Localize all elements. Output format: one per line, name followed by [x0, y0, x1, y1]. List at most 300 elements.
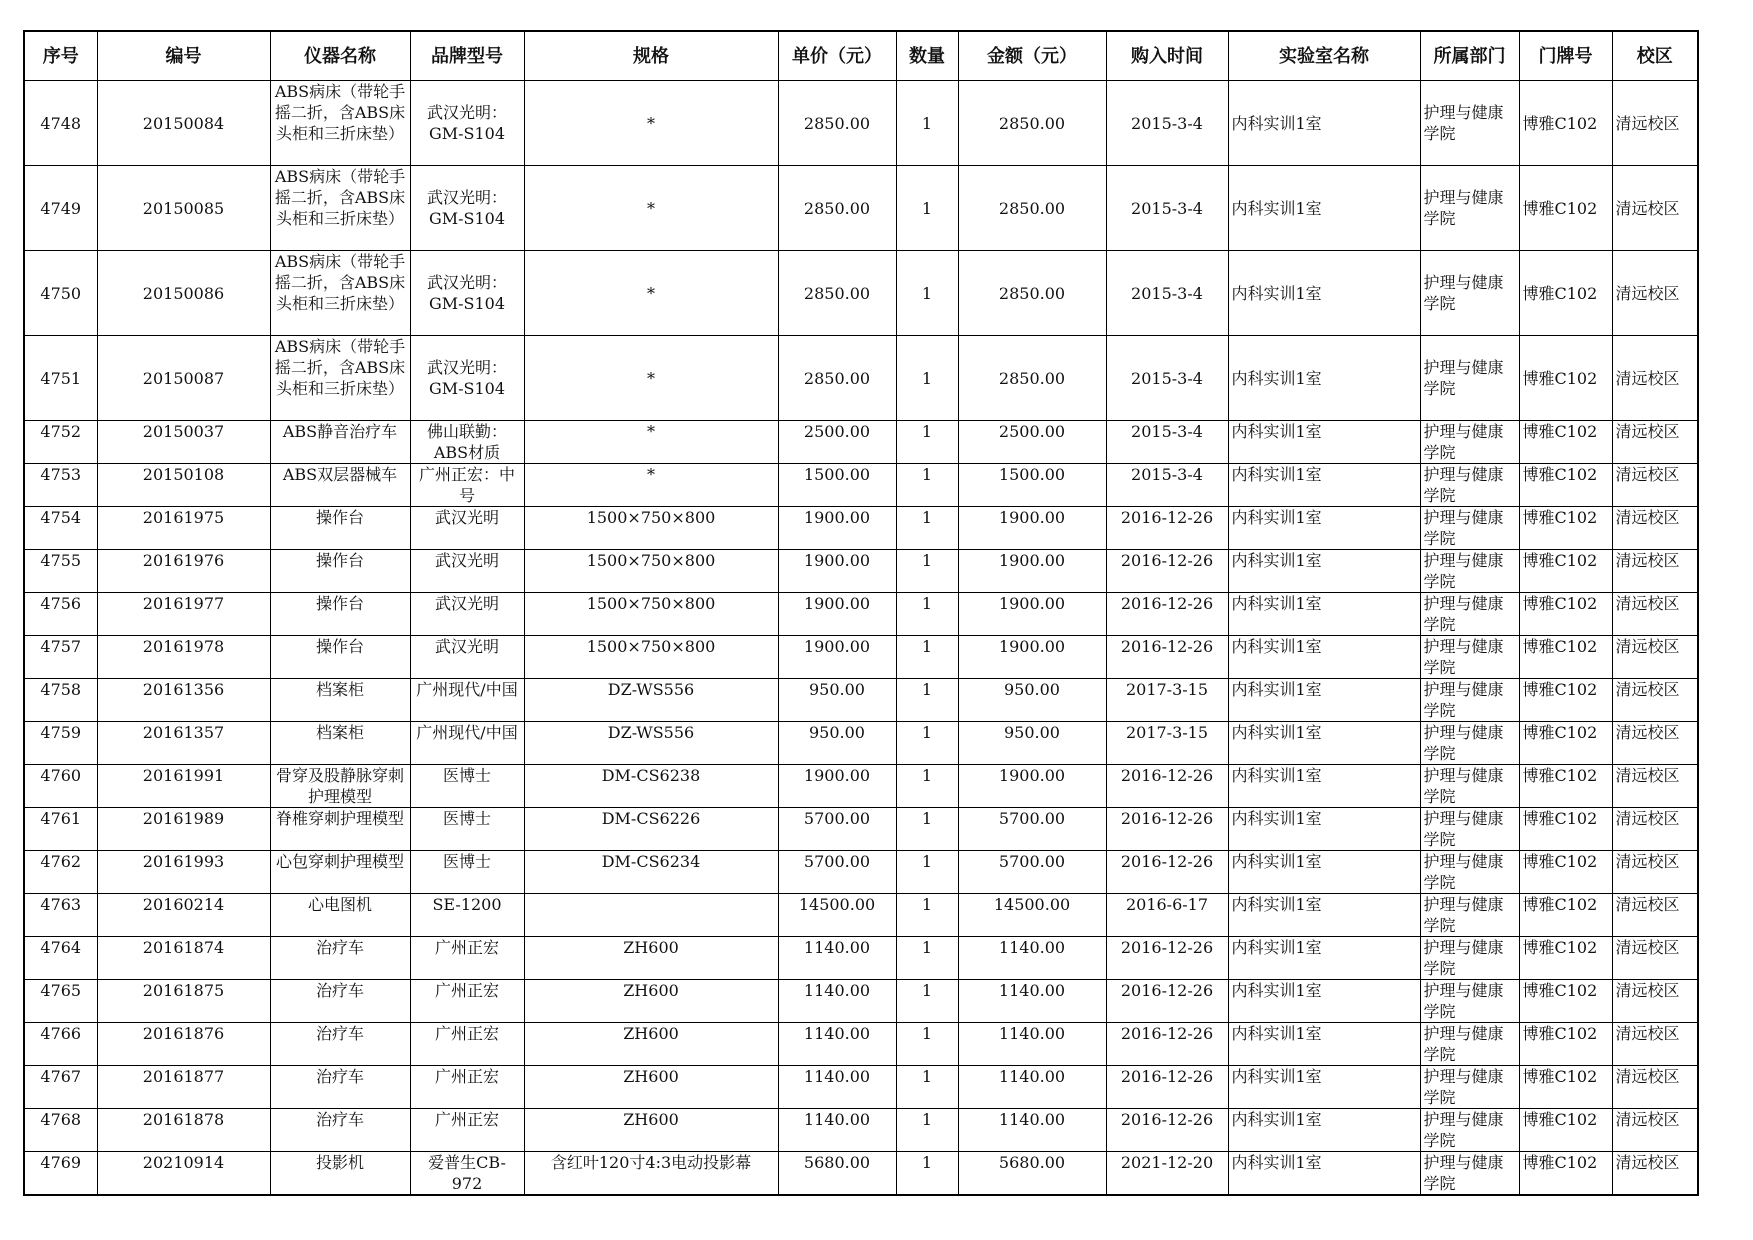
cell-code	[97, 894, 270, 937]
cell-dept-text: 护理与健康学院	[1423, 422, 1504, 462]
cell-seq-text: 4760	[40, 766, 82, 785]
cell-seq-text: 4749	[40, 198, 82, 218]
cell-room-text: 博雅C102	[1522, 283, 1598, 303]
cell-lab-text: 内科实训1室	[1231, 1024, 1322, 1043]
cell-qty	[896, 421, 958, 464]
cell-name	[270, 251, 410, 336]
cell-brand-text: 广州现代/中国	[416, 723, 518, 742]
header-row	[24, 31, 1698, 81]
cell-name-text: 档案柜	[315, 723, 364, 742]
cell-campus	[1612, 937, 1698, 980]
cell-price	[778, 1066, 896, 1109]
cell-dept-text: 护理与健康学院	[1423, 1067, 1504, 1107]
table-body	[24, 81, 1698, 1196]
cell-spec	[524, 808, 778, 851]
cell-name-text: 心包穿刺护理模型	[275, 852, 404, 871]
cell-seq-text: 4763	[40, 895, 82, 914]
cell-room	[1519, 937, 1612, 980]
cell-code	[97, 464, 270, 507]
cell-brand	[410, 937, 524, 980]
cell-campus	[1612, 1023, 1698, 1066]
cell-dept-text: 护理与健康学院	[1423, 981, 1504, 1021]
table-row	[24, 1152, 1698, 1196]
cell-spec-text: ZH600	[623, 1067, 679, 1086]
cell-qty	[896, 808, 958, 851]
header-cell-qty: 数量	[896, 31, 958, 81]
cell-code-text: 20161875	[142, 981, 225, 1000]
cell-spec	[524, 679, 778, 722]
cell-price	[778, 851, 896, 894]
cell-room	[1519, 593, 1612, 636]
cell-spec-text: *	[647, 113, 655, 133]
cell-price	[778, 679, 896, 722]
cell-code	[97, 251, 270, 336]
table-row	[24, 980, 1698, 1023]
cell-campus-text: 清远校区	[1615, 1024, 1680, 1043]
cell-date-text: 2016-12-26	[1120, 1067, 1214, 1086]
cell-seq-text: 4751	[40, 368, 82, 388]
cell-code-text: 20161977	[142, 594, 225, 613]
cell-amount-text: 2850.00	[998, 198, 1066, 218]
cell-amount-text: 1140.00	[998, 981, 1066, 1000]
cell-dept	[1420, 937, 1519, 980]
cell-price	[778, 765, 896, 808]
cell-brand-text: 广州正宏	[434, 1110, 499, 1129]
cell-campus	[1612, 507, 1698, 550]
header-cell-spec: 规格	[524, 31, 778, 81]
cell-room-text: 博雅C102	[1522, 938, 1598, 957]
cell-name	[270, 464, 410, 507]
cell-amount-text: 950.00	[1004, 723, 1060, 742]
cell-dept-text: 护理与健康学院	[1423, 465, 1504, 505]
cell-lab	[1228, 464, 1420, 507]
cell-price	[778, 464, 896, 507]
cell-amount-text: 2850.00	[998, 283, 1066, 303]
cell-name	[270, 679, 410, 722]
cell-amount-text: 1900.00	[998, 594, 1066, 613]
cell-date-text: 2015-3-4	[1131, 368, 1203, 388]
cell-price	[778, 636, 896, 679]
cell-price-text: 1140.00	[803, 1110, 871, 1129]
cell-date-text: 2016-12-26	[1120, 594, 1214, 613]
cell-lab-text: 内科实训1室	[1231, 1067, 1322, 1086]
cell-code-text: 20161989	[142, 809, 225, 828]
cell-price-text: 2850.00	[803, 113, 871, 133]
cell-spec-text: 1500×750×800	[586, 594, 716, 613]
cell-amount	[958, 166, 1106, 251]
cell-seq	[24, 1152, 97, 1196]
cell-lab	[1228, 1023, 1420, 1066]
cell-spec	[524, 251, 778, 336]
cell-room	[1519, 421, 1612, 464]
cell-seq	[24, 808, 97, 851]
cell-name	[270, 1066, 410, 1109]
cell-dept-text: 护理与健康学院	[1423, 637, 1504, 677]
cell-room-text: 博雅C102	[1522, 551, 1598, 570]
cell-code-text: 20150108	[142, 465, 225, 484]
cell-spec-text: DM-CS6226	[601, 809, 701, 828]
table-row	[24, 679, 1698, 722]
cell-brand	[410, 980, 524, 1023]
cell-campus-text: 清远校区	[1615, 1110, 1680, 1129]
cell-date	[1106, 1066, 1228, 1109]
cell-price-text: 1140.00	[803, 1067, 871, 1086]
cell-code	[97, 937, 270, 980]
cell-seq	[24, 636, 97, 679]
cell-seq	[24, 593, 97, 636]
header-cell-room: 门牌号	[1519, 31, 1612, 81]
cell-date-text: 2021-12-20	[1120, 1153, 1214, 1172]
cell-campus-text: 清远校区	[1615, 809, 1680, 828]
cell-lab-text: 内科实训1室	[1231, 680, 1322, 699]
cell-qty	[896, 894, 958, 937]
cell-seq	[24, 81, 97, 166]
cell-brand	[410, 336, 524, 421]
cell-name-text: 操作台	[315, 551, 364, 570]
cell-seq	[24, 464, 97, 507]
cell-amount	[958, 765, 1106, 808]
cell-brand	[410, 894, 524, 937]
cell-amount	[958, 851, 1106, 894]
cell-campus	[1612, 593, 1698, 636]
cell-brand-text: SE-1200	[432, 895, 502, 914]
cell-spec-text: DZ-WS556	[607, 680, 695, 699]
cell-name	[270, 980, 410, 1023]
cell-dept-text: 护理与健康学院	[1423, 852, 1504, 892]
cell-code-text: 20161993	[142, 852, 225, 871]
cell-room-text: 博雅C102	[1522, 981, 1598, 1000]
cell-qty	[896, 507, 958, 550]
cell-dept-text: 护理与健康学院	[1423, 809, 1504, 849]
cell-dept	[1420, 336, 1519, 421]
cell-price	[778, 980, 896, 1023]
cell-price	[778, 722, 896, 765]
cell-campus-text: 清远校区	[1615, 508, 1680, 527]
cell-price	[778, 507, 896, 550]
cell-campus-text: 清远校区	[1615, 637, 1680, 656]
cell-room	[1519, 980, 1612, 1023]
cell-code	[97, 81, 270, 166]
table-row	[24, 722, 1698, 765]
cell-qty	[896, 765, 958, 808]
cell-name	[270, 81, 410, 166]
cell-amount-text: 14500.00	[993, 895, 1071, 914]
cell-seq-text: 4748	[40, 113, 82, 133]
cell-room	[1519, 636, 1612, 679]
cell-campus-text: 清远校区	[1615, 938, 1680, 957]
table-row	[24, 1066, 1698, 1109]
cell-date	[1106, 765, 1228, 808]
cell-lab	[1228, 166, 1420, 251]
cell-seq	[24, 980, 97, 1023]
cell-campus-text: 清远校区	[1615, 198, 1680, 218]
cell-seq-text: 4756	[40, 594, 82, 613]
cell-amount-text: 1900.00	[998, 766, 1066, 785]
cell-campus	[1612, 81, 1698, 166]
cell-price-text: 950.00	[809, 723, 865, 742]
cell-amount	[958, 894, 1106, 937]
cell-price	[778, 593, 896, 636]
cell-seq	[24, 894, 97, 937]
cell-lab-text: 内科实训1室	[1231, 852, 1322, 871]
cell-qty	[896, 464, 958, 507]
cell-amount	[958, 722, 1106, 765]
header-cell-brand: 品牌型号	[410, 31, 524, 81]
cell-lab-text: 内科实训1室	[1231, 508, 1322, 527]
cell-dept-text: 护理与健康学院	[1423, 1110, 1504, 1150]
cell-spec	[524, 636, 778, 679]
cell-spec	[524, 464, 778, 507]
header-cell-campus: 校区	[1612, 31, 1698, 81]
cell-brand-text: 武汉光明	[434, 594, 499, 613]
cell-date	[1106, 1109, 1228, 1152]
cell-date	[1106, 1023, 1228, 1066]
cell-qty	[896, 851, 958, 894]
cell-seq	[24, 1023, 97, 1066]
cell-brand	[410, 722, 524, 765]
cell-amount	[958, 593, 1106, 636]
cell-campus	[1612, 166, 1698, 251]
table-row	[24, 81, 1698, 166]
cell-qty-text: 1	[921, 368, 933, 388]
cell-date-text: 2016-12-26	[1120, 938, 1214, 957]
cell-qty-text: 1	[921, 1067, 933, 1086]
cell-date	[1106, 336, 1228, 421]
cell-campus-text: 清远校区	[1615, 594, 1680, 613]
cell-room-text: 博雅C102	[1522, 766, 1598, 785]
cell-room-text: 博雅C102	[1522, 508, 1598, 527]
cell-seq	[24, 251, 97, 336]
cell-seq-text: 4761	[40, 809, 82, 828]
cell-brand	[410, 636, 524, 679]
cell-name	[270, 808, 410, 851]
cell-lab	[1228, 894, 1420, 937]
cell-code-text: 20150087	[142, 368, 225, 388]
cell-price-text: 14500.00	[798, 895, 876, 914]
cell-date-text: 2016-12-26	[1120, 508, 1214, 527]
table-row	[24, 251, 1698, 336]
cell-amount	[958, 1023, 1106, 1066]
table-row	[24, 336, 1698, 421]
cell-name-text: 操作台	[315, 594, 364, 613]
cell-price-text: 1900.00	[803, 551, 871, 570]
cell-dept	[1420, 679, 1519, 722]
cell-campus	[1612, 722, 1698, 765]
cell-amount	[958, 808, 1106, 851]
cell-dept	[1420, 765, 1519, 808]
cell-amount	[958, 1109, 1106, 1152]
header-cell-lab: 实验室名称	[1228, 31, 1420, 81]
table-row	[24, 464, 1698, 507]
cell-brand-text: 医博士	[442, 852, 491, 871]
cell-campus	[1612, 421, 1698, 464]
cell-seq	[24, 550, 97, 593]
cell-lab	[1228, 81, 1420, 166]
cell-spec	[524, 1023, 778, 1066]
cell-date-text: 2016-12-26	[1120, 809, 1214, 828]
cell-price	[778, 81, 896, 166]
cell-qty-text: 1	[921, 1153, 933, 1172]
cell-name	[270, 336, 410, 421]
cell-qty	[896, 1023, 958, 1066]
cell-lab-text: 内科实训1室	[1231, 1153, 1322, 1172]
cell-price-text: 950.00	[809, 680, 865, 699]
cell-date-text: 2016-12-26	[1120, 1110, 1214, 1129]
cell-price	[778, 550, 896, 593]
cell-qty	[896, 251, 958, 336]
cell-lab	[1228, 593, 1420, 636]
cell-qty	[896, 636, 958, 679]
cell-spec	[524, 81, 778, 166]
cell-spec-text: DZ-WS556	[607, 723, 695, 742]
cell-campus-text: 清远校区	[1615, 1153, 1680, 1172]
cell-seq-text: 4758	[40, 680, 82, 699]
cell-date-text: 2016-12-26	[1120, 766, 1214, 785]
cell-name-text: 心电图机	[307, 895, 372, 914]
cell-spec-text: 1500×750×800	[586, 508, 716, 527]
cell-price-text: 1900.00	[803, 637, 871, 656]
cell-name-text: ABS病床（带轮手摇二折，含ABS床头柜和三折床垫）	[274, 167, 406, 228]
cell-qty	[896, 81, 958, 166]
cell-code	[97, 1066, 270, 1109]
cell-brand	[410, 1066, 524, 1109]
cell-amount	[958, 421, 1106, 464]
cell-dept	[1420, 593, 1519, 636]
cell-room	[1519, 550, 1612, 593]
cell-amount	[958, 1066, 1106, 1109]
cell-name	[270, 1023, 410, 1066]
table-row	[24, 593, 1698, 636]
cell-brand-text: 广州正宏	[434, 981, 499, 1000]
cell-qty-text: 1	[921, 465, 933, 484]
cell-spec-text	[528, 894, 775, 936]
cell-spec-text: 1500×750×800	[586, 551, 716, 570]
cell-seq-text: 4752	[40, 422, 82, 441]
cell-name	[270, 421, 410, 464]
cell-price	[778, 336, 896, 421]
cell-seq	[24, 1066, 97, 1109]
cell-amount-text: 5700.00	[998, 809, 1066, 828]
cell-seq-text: 4766	[40, 1024, 82, 1043]
cell-lab-text: 内科实训1室	[1231, 981, 1322, 1000]
cell-seq	[24, 679, 97, 722]
cell-campus	[1612, 1109, 1698, 1152]
cell-dept	[1420, 636, 1519, 679]
cell-brand-text: 武汉光明	[434, 637, 499, 656]
header-cell-amount: 金额（元）	[958, 31, 1106, 81]
cell-qty-text: 1	[921, 637, 933, 656]
cell-campus-text: 清远校区	[1615, 766, 1680, 785]
cell-spec-text: *	[647, 368, 655, 388]
cell-lab	[1228, 1066, 1420, 1109]
cell-date-text: 2016-6-17	[1125, 895, 1209, 914]
cell-lab	[1228, 851, 1420, 894]
cell-date-text: 2015-3-4	[1131, 465, 1203, 484]
cell-lab	[1228, 1109, 1420, 1152]
cell-date	[1106, 937, 1228, 980]
cell-spec-text: ZH600	[623, 938, 679, 957]
cell-room-text: 博雅C102	[1522, 723, 1598, 742]
cell-date	[1106, 1152, 1228, 1196]
cell-price	[778, 166, 896, 251]
cell-lab-text: 内科实训1室	[1231, 637, 1322, 656]
cell-dept	[1420, 1066, 1519, 1109]
cell-amount-text: 950.00	[1004, 680, 1060, 699]
cell-date-text: 2016-12-26	[1120, 551, 1214, 570]
cell-name-text: 治疗车	[315, 1067, 364, 1086]
cell-campus-text: 清远校区	[1615, 981, 1680, 1000]
cell-date	[1106, 81, 1228, 166]
cell-name	[270, 507, 410, 550]
cell-room	[1519, 1023, 1612, 1066]
cell-lab-text: 内科实训1室	[1231, 766, 1322, 785]
cell-room	[1519, 851, 1612, 894]
cell-room-text: 博雅C102	[1522, 809, 1598, 828]
cell-dept	[1420, 980, 1519, 1023]
cell-date	[1106, 464, 1228, 507]
cell-price	[778, 937, 896, 980]
cell-dept-text: 护理与健康学院	[1423, 508, 1504, 548]
table-row	[24, 1023, 1698, 1066]
cell-campus-text: 清远校区	[1615, 465, 1680, 484]
cell-brand	[410, 251, 524, 336]
cell-amount-text: 2500.00	[998, 422, 1066, 441]
cell-dept-text: 护理与健康学院	[1423, 1153, 1504, 1193]
cell-code-text: 20161357	[142, 723, 225, 742]
cell-name-text: ABS双层器械车	[282, 465, 398, 484]
cell-seq-text: 4757	[40, 637, 82, 656]
cell-brand-text: 医博士	[442, 809, 491, 828]
cell-dept	[1420, 464, 1519, 507]
cell-dept-text: 护理与健康学院	[1423, 273, 1504, 313]
cell-code	[97, 336, 270, 421]
cell-dept-text: 护理与健康学院	[1423, 723, 1504, 763]
cell-date-text: 2016-12-26	[1120, 852, 1214, 871]
cell-price	[778, 421, 896, 464]
cell-dept-text: 护理与健康学院	[1423, 680, 1504, 720]
cell-qty-text: 1	[921, 895, 933, 914]
cell-lab	[1228, 550, 1420, 593]
cell-code	[97, 1152, 270, 1196]
cell-name-text: 治疗车	[315, 981, 364, 1000]
cell-price	[778, 1023, 896, 1066]
cell-code	[97, 679, 270, 722]
header-cell-price: 单价（元）	[778, 31, 896, 81]
cell-spec-text: *	[647, 198, 655, 218]
cell-lab	[1228, 980, 1420, 1023]
cell-name-text: 治疗车	[315, 938, 364, 957]
header-cell-name: 仪器名称	[270, 31, 410, 81]
cell-lab-text: 内科实训1室	[1231, 283, 1322, 303]
cell-campus-text: 清远校区	[1615, 723, 1680, 742]
cell-price	[778, 894, 896, 937]
cell-qty-text: 1	[921, 422, 933, 441]
cell-seq-text: 4762	[40, 852, 82, 871]
cell-amount-text: 2850.00	[998, 368, 1066, 388]
cell-code-text: 20161356	[142, 680, 225, 699]
cell-seq-text: 4755	[40, 551, 82, 570]
cell-room-text: 博雅C102	[1522, 422, 1598, 441]
cell-code-text: 20161991	[142, 766, 225, 785]
cell-amount	[958, 251, 1106, 336]
cell-room-text: 博雅C102	[1522, 594, 1598, 613]
cell-amount-text: 1500.00	[998, 465, 1066, 484]
cell-code	[97, 1023, 270, 1066]
cell-amount-text: 1140.00	[998, 1024, 1066, 1043]
cell-qty-text: 1	[921, 198, 933, 218]
cell-date-text: 2017-3-15	[1125, 723, 1209, 742]
cell-amount-text: 1900.00	[998, 551, 1066, 570]
